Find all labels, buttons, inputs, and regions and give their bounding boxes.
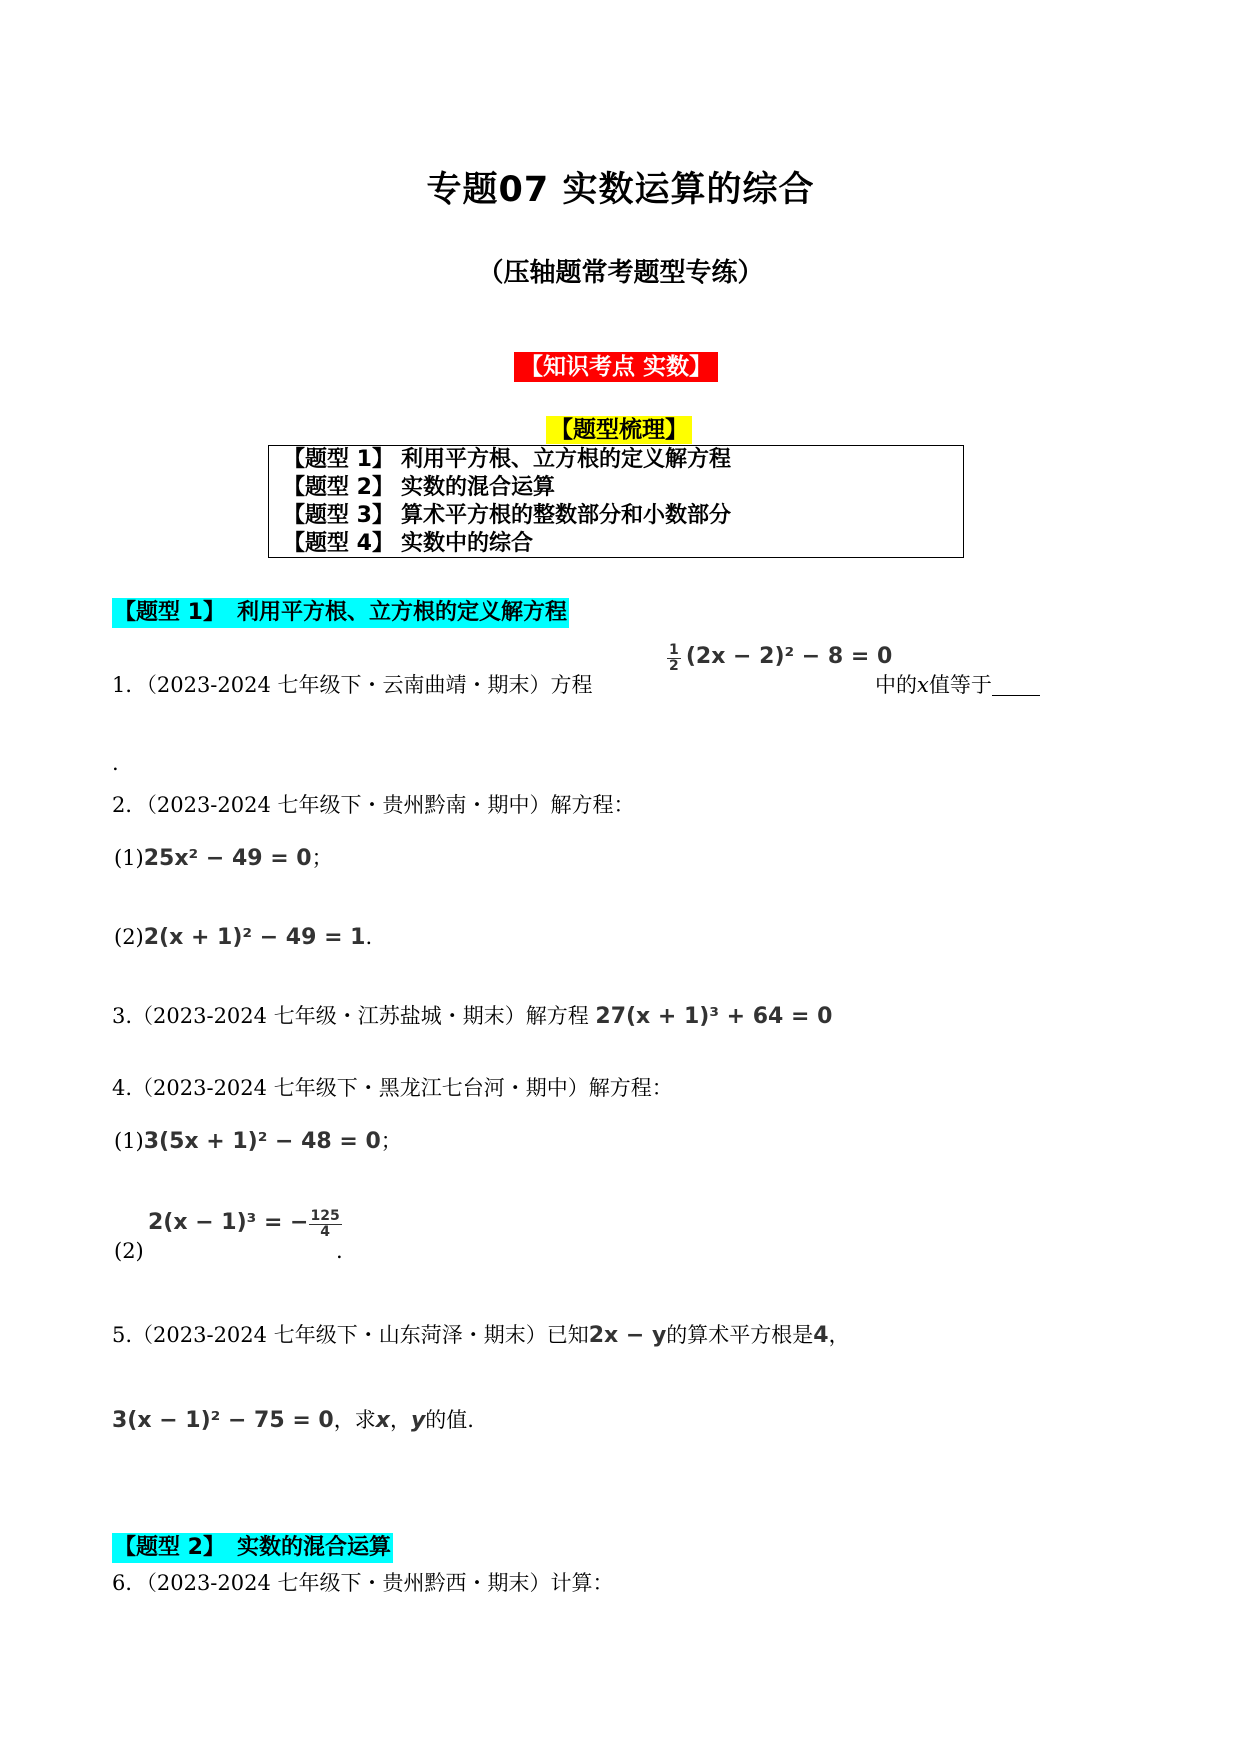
question-5: 5.（2023-2024 七年级下・山东菏泽・期末）已知2x − y的算术平方根是4， — [112, 1323, 850, 1348]
question-6: 6．（2023-2024 七年级下・贵州黔西・期末）计算： — [112, 1571, 614, 1595]
question-3: 3.（2023-2024 七年级・江苏盐城・期末）解方程 27(x + 1)³ + 64 = 0 — [112, 1004, 833, 1029]
outline-item: 【题型 2】 实数的混合运算 — [283, 475, 556, 500]
outline-item: 【题型 3】 算术平方根的整数部分和小数部分 — [283, 503, 732, 528]
section-heading-1: 【题型 1】 利用平方根、立方根的定义解方程 — [112, 598, 569, 628]
knowledge-point-badge: 【知识考点 实数】 — [514, 352, 718, 382]
page-title: 专题07 实数运算的综合 — [426, 170, 815, 210]
outline-box — [268, 445, 964, 558]
q2-part-1: (1)25x² − 49 = 0； — [114, 846, 333, 871]
outline-item: 【题型 1】 利用平方根、立方根的定义解方程 — [283, 447, 732, 472]
q5-line-2: 3(x − 1)² − 75 = 0，求x，y的值. — [112, 1408, 474, 1433]
q1-tail: 中的x值等于 — [875, 670, 1040, 700]
section-heading-2: 【题型 2】 实数的混合运算 — [112, 1533, 393, 1563]
answer-blank[interactable] — [992, 673, 1040, 696]
outline-title: 【题型梳理】 — [546, 416, 692, 444]
q4-part-2-end: . — [336, 1239, 343, 1263]
q1-period: . — [112, 751, 119, 775]
page-subtitle: （压轴题常考题型专练） — [477, 258, 764, 288]
question-4: 4.（2023-2024 七年级下・黑龙江七台河・期中）解方程： — [112, 1076, 673, 1100]
q4-part-1: (1)3(5x + 1)² − 48 = 0； — [114, 1129, 402, 1154]
q4-part-2-label: (2) — [114, 1239, 144, 1263]
question-1: 1．（2023-2024 七年级下・云南曲靖・期末）方程 — [112, 673, 593, 697]
outline-item: 【题型 4】 实数中的综合 — [283, 531, 534, 556]
q1-formula: $\frac{1}{2}$ (2x − 2)² − 8 = 0 — [669, 642, 893, 674]
q4-part-2-formula: 2(x − 1)³ = − $\frac{125}{4}$ — [148, 1208, 340, 1240]
q2-part-2: (2)2(x + 1)² − 49 = 1. — [114, 925, 373, 950]
question-2: 2．（2023-2024 七年级下・贵州黔南・期中）解方程： — [112, 793, 635, 817]
